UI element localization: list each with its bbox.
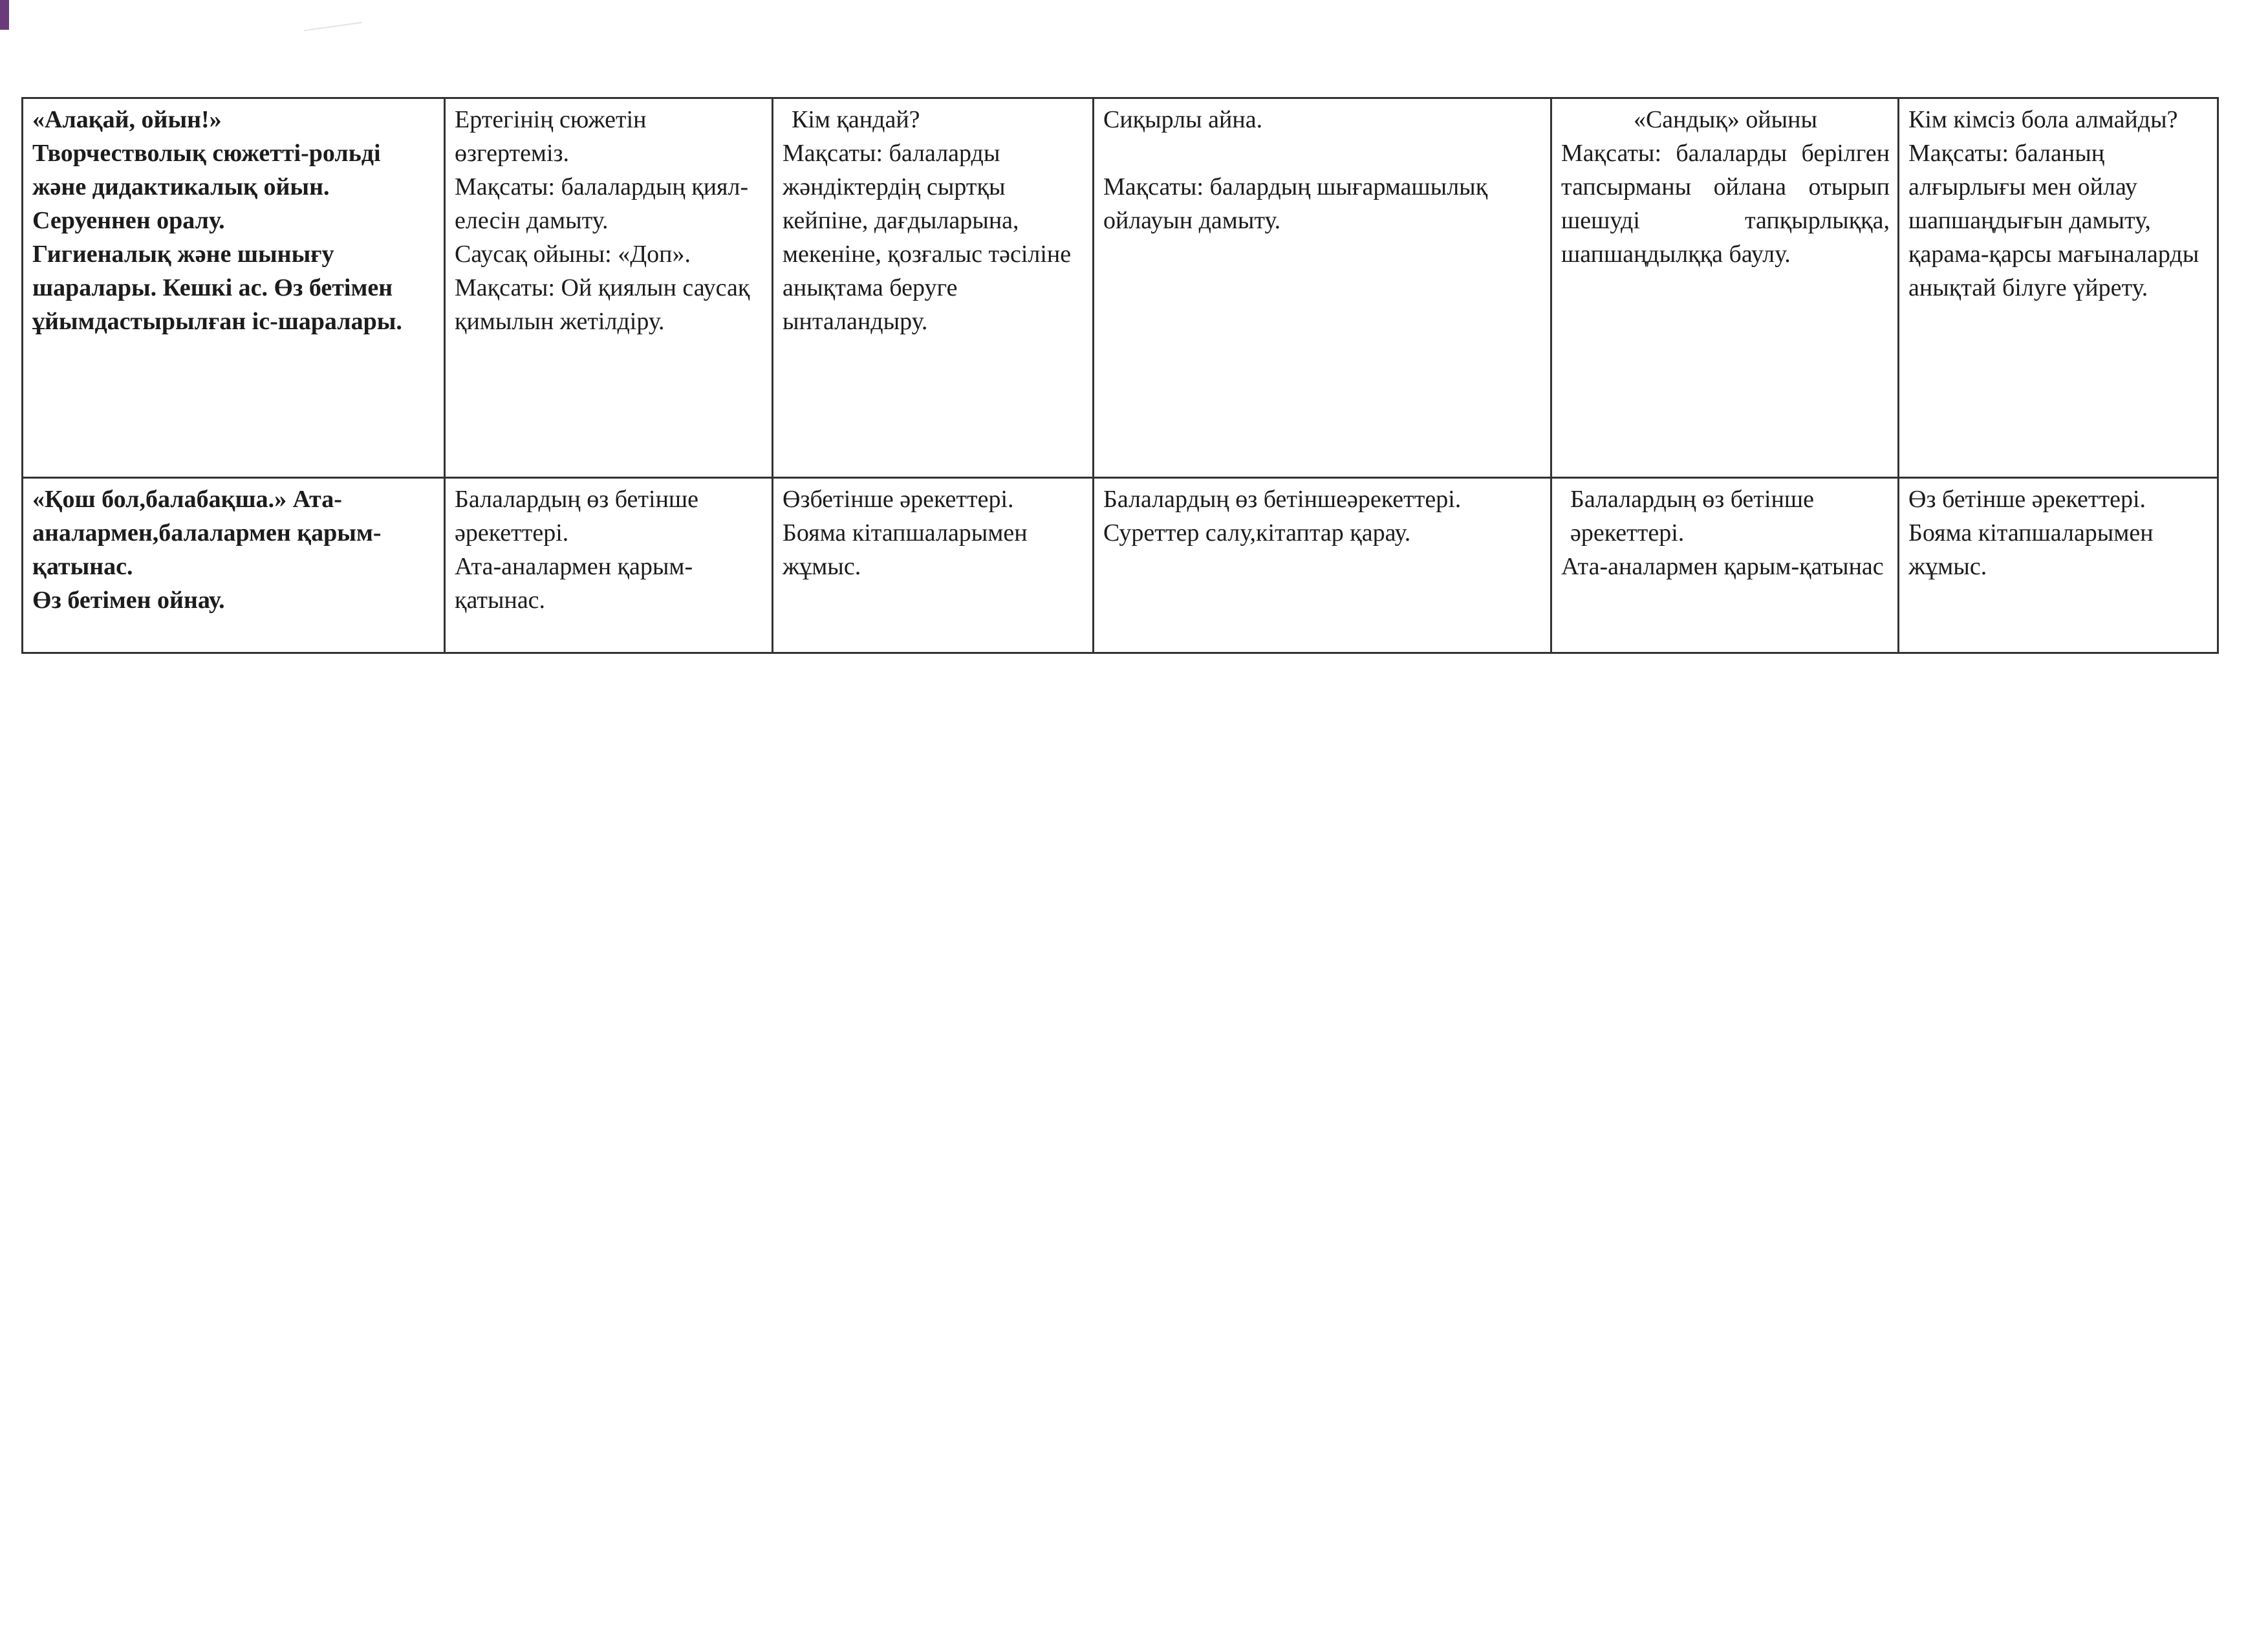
cell-line: Мақсаты: балалардың қиял-елесін дамыту. [455,173,749,234]
cell-line: Суреттер салу,кітаптар қарау. [1103,519,1411,547]
scan-artifact-line [304,22,362,32]
cell-line: Саусақ ойыны: «Доп». [455,241,691,268]
table-cell-activity-title [23,98,445,478]
cell-line: Ертегінің сюжетін өзгертеміз. [455,106,647,167]
table-cell [773,478,1094,653]
cell-spacer [1103,136,1542,170]
cell-line: Балалардың өз бетінше әрекеттері. [1570,486,1815,547]
cell-line: «Қош бол,балабақша.» Ата-аналармен,балалармен қарым-қатынас. [32,486,382,580]
cell-line: Сиқырлы айна. [1103,106,1263,133]
cell-line: «Алақай, ойын!» [32,106,222,133]
cell-line: Мақсаты: балаларды жәндіктердің сыртқы кейпіне, дағдыларына, мекеніне, қозғалыс тәсіліне анықтама беруге ынталандыру. [783,140,1072,335]
cell-line: Мақсаты: Ой қиялын саусақ қимылын жетілдіру. [455,274,750,335]
table-cell [445,478,773,653]
cell-line: Кім қандай? [792,106,920,133]
activity-plan-table [21,97,2219,654]
table-cell [773,98,1094,478]
table-cell [1094,98,1551,478]
cell-line: Балалардың өз бетінше әрекеттері. [455,486,699,547]
cell-line: Мақсаты: балардың шығармашылық ойлауын дамыту. [1103,173,1488,234]
cell-line: «Сандық» ойыны [1633,106,1818,133]
cell-line: Ата-аналармен қарым-қатынас. [455,553,693,614]
cell-line: Творчестволық сюжетті-рольді және дидактикалық ойын. [32,140,381,200]
cell-line: Өз бетінше әрекеттері. [1908,486,2146,513]
cell-line: Өз бетімен ойнау. [32,587,225,614]
cell-line: Гигиеналық және шынығу шаралары. Кешкі ас. Өз бетімен ұйымдастырылған іс-шаралары. [32,241,402,335]
table-cell-activity-title [23,478,445,653]
table-cell [1094,478,1551,653]
table-cell [445,98,773,478]
table-cell [1551,98,1899,478]
cell-line: Мақсаты: баланың алғырлығы мен ойлау шапшаңдығын дамыту, қарама-қарсы мағыналарды анықтай білуге үйрету. [1908,140,2199,301]
table-cell [1899,478,2218,653]
table-row [23,478,2218,653]
scan-edge-mark [0,0,9,30]
cell-line: Өзбетінше әрекеттері. [783,486,1014,513]
cell-line: Кім кімсіз бола алмайды? [1908,106,2178,133]
cell-line: Мақсаты: балаларды берілген тапсырманы ойлана отырып шешуді тапқырлыққа, шапшаңдылққа баулу. [1561,140,1890,268]
cell-line: Бояма кітапшаларымен жұмыс. [783,519,1028,580]
table-cell [1551,478,1899,653]
cell-line: Балалардың өз бетіншеәрекеттері. [1103,486,1462,513]
table-cell [1899,98,2218,478]
cell-line: Бояма кітапшаларымен жұмыс. [1908,519,2154,580]
table-row [23,98,2218,478]
cell-line: Ата-аналармен қарым-қатынас [1561,553,1884,580]
cell-line: Серуеннен оралу. [32,207,225,234]
